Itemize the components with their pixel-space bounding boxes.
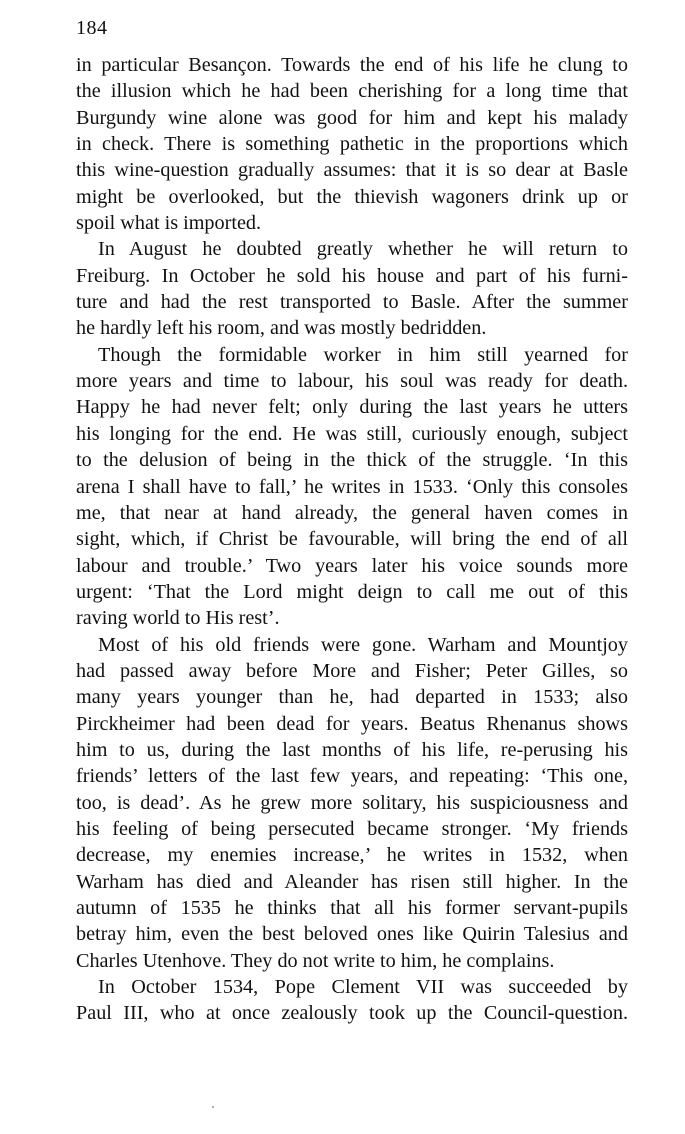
text-line: friends’ letters of the last few years, and repeating: ‘This one, <box>76 765 628 788</box>
text-line: betray him, even the best beloved ones like Quirin Talesius and <box>76 923 628 946</box>
text-line: his longing for the end. He was still, curiously enough, subject <box>76 422 628 445</box>
text-line: autumn of 1535 he thinks that all his former servant-pupils <box>76 897 628 919</box>
text-line: he hardly left his room, and was mostly bedridden. <box>76 317 487 340</box>
text-line: me, that near at hand already, the general haven comes in <box>76 501 628 524</box>
text-line: too, is dead’. As he grew more solitary, his suspiciousness and <box>76 791 628 814</box>
text-line: Charles Utenhove. They do not write to him, he complains. <box>76 949 555 972</box>
text-line: Most of his old friends were gone. Warham and Mountjoy <box>98 633 628 656</box>
text-line: Though the formidable worker in him still yearned for <box>98 343 628 366</box>
text-line: to the delusion of being in the thick of the struggle. ‘In this <box>76 449 628 472</box>
text-line: in check. There is something pathetic in the proportions which <box>76 133 628 156</box>
text-line: him to us, during the last months of his life, re-perusing his <box>76 738 628 761</box>
text-line: Freiburg. In October he sold his house and part of his furni- <box>76 264 628 287</box>
body-text <box>76 52 628 1027</box>
text-line: raving world to His rest’. <box>76 607 280 630</box>
text-line: might be overlooked, but the thievish wagoners drink up or <box>76 185 628 208</box>
text-line: many years younger than he, had departed in 1533; also <box>76 686 628 709</box>
text-line: this wine-question gradually assumes: that it is so dear at Basle <box>76 159 628 182</box>
page-number: 184 <box>76 17 108 39</box>
text-line: Burgundy wine alone was good for him and kept his malady <box>76 106 628 129</box>
text-line: decrease, my enemies increase,’ he writes in 1532, when <box>76 844 628 867</box>
text-line: Warham has died and Aleander has risen still higher. In the <box>76 870 628 893</box>
text-line: spoil what is imported. <box>76 212 262 235</box>
text-line: more years and time to labour, his soul was ready for death. <box>76 370 628 393</box>
text-line: arena I shall have to fall,’ he writes in 1533. ‘Only this consoles <box>76 475 628 498</box>
text-line: in particular Besançon. Towards the end of his life he clung to <box>76 54 628 76</box>
text-line: labour and trouble.’ Two years later his voice sounds more <box>76 554 628 577</box>
print-speck <box>212 1106 214 1108</box>
text-line: Paul III, who at once zealously took up the Council-question. <box>76 1002 628 1025</box>
text-line: ture and had the rest transported to Basle. After the summer <box>76 291 628 314</box>
text-line: sight, which, if Christ be favourable, will bring the end of all <box>76 528 628 551</box>
text-line: In October 1534, Pope Clement VII was succeeded by <box>98 976 628 999</box>
text-line: In August he doubted greatly whether he will return to <box>98 238 628 261</box>
text-line: Pirckheimer had been dead for years. Beatus Rhenanus shows <box>76 712 628 735</box>
text-line: Happy he had never felt; only during the last years he utters <box>76 396 628 419</box>
text-line: had passed away before More and Fisher; Peter Gilles, so <box>76 659 628 682</box>
text-line: urgent: ‘That the Lord might deign to call me out of this <box>76 580 628 603</box>
text-line: his feeling of being persecuted became stronger. ‘My friends <box>76 817 628 840</box>
text-line: the illusion which he had been cherishing for a long time that <box>76 80 628 103</box>
